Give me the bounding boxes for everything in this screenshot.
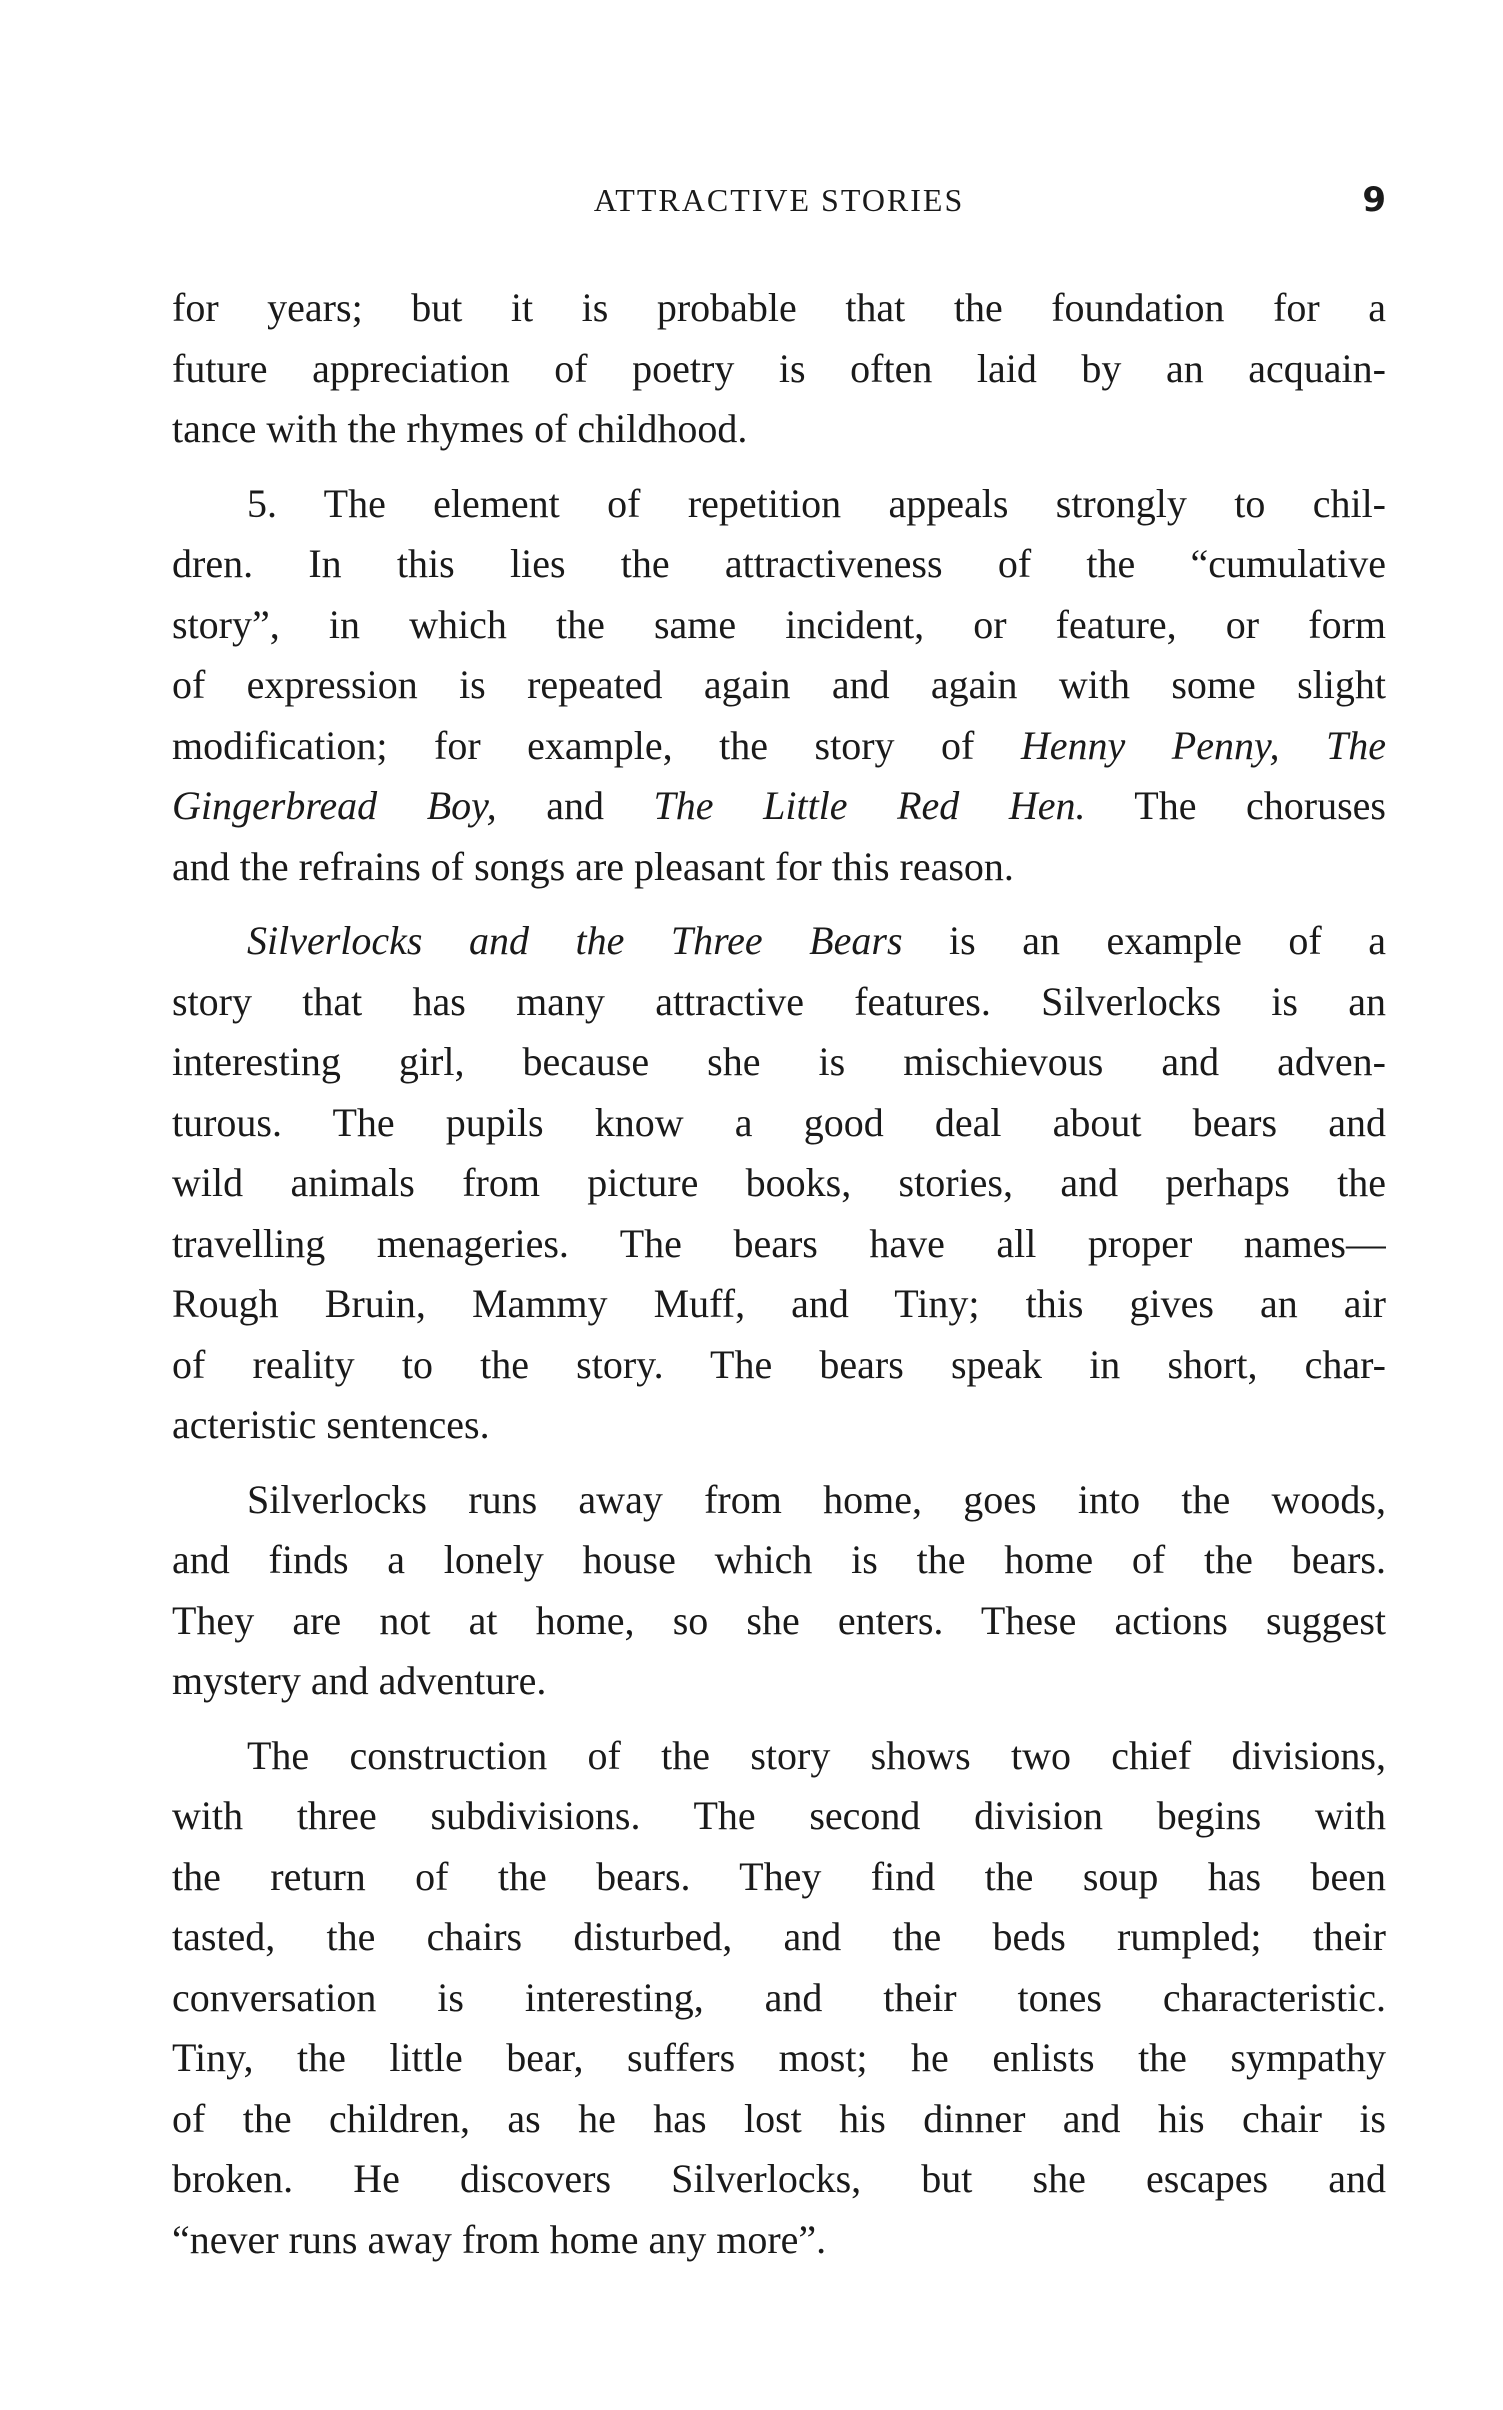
text-line xyxy=(172,1786,1386,1847)
paragraph xyxy=(172,911,1386,1456)
text-line xyxy=(172,1470,1386,1531)
text-segment: interesting girl, because she is mischievous and adven- xyxy=(172,1039,1386,1084)
text-line xyxy=(172,837,1386,898)
text-line xyxy=(172,474,1386,535)
text-line xyxy=(172,1214,1386,1275)
text-segment: is an example of a xyxy=(902,918,1386,963)
text-segment: mystery and adventure. xyxy=(172,1658,547,1703)
text-line xyxy=(172,1907,1386,1968)
italic-text: Henny Penny, The xyxy=(1020,722,1386,768)
text-line xyxy=(172,534,1386,595)
text-line xyxy=(172,2210,1386,2271)
text-line xyxy=(172,2149,1386,2210)
text-line xyxy=(172,2028,1386,2089)
text-segment: The choruses xyxy=(1085,783,1386,828)
text-segment: The construction of the story shows two chief divisions, xyxy=(247,1732,1386,1778)
paragraph xyxy=(172,1470,1386,1712)
italic-text: Silverlocks and the Three Bears xyxy=(247,918,903,963)
text-line xyxy=(172,1651,1386,1712)
text-segment: future appreciation of poetry is often laid by an acquain- xyxy=(172,345,1386,391)
italic-text: Gingerbread Boy, xyxy=(172,783,497,828)
paragraph xyxy=(172,278,1386,460)
text-segment: turous. The pupils know a good deal about bears and xyxy=(172,1099,1386,1145)
text-segment: story that has many attractive features. Silverlocks is an xyxy=(172,978,1386,1024)
text-line xyxy=(172,1591,1386,1652)
text-segment: for years; but it is probable that the foundation for a xyxy=(172,285,1386,330)
text-segment: and the refrains of songs are pleasant for this reason. xyxy=(172,843,1014,889)
text-line xyxy=(172,1153,1386,1214)
paragraph xyxy=(172,474,1386,898)
paragraph xyxy=(172,1726,1386,2271)
text-segment: broken. He discovers Silverlocks, but she escapes and xyxy=(172,2156,1386,2201)
page-body xyxy=(172,278,1386,2284)
text-line xyxy=(172,655,1386,716)
text-segment: modification; for example, the story of xyxy=(172,722,1021,768)
text-segment: acteristic sentences. xyxy=(172,1402,490,1447)
text-segment: of reality to the story. The bears speak in short, char- xyxy=(172,1341,1386,1387)
running-title: ATTRACTIVE STORIES xyxy=(593,182,965,218)
text-segment: tance with the rhymes of childhood. xyxy=(172,406,748,451)
running-header xyxy=(172,176,1386,224)
text-segment: Silverlocks runs away from home, goes into the woods, xyxy=(247,1476,1386,1522)
italic-text: The Little Red Hen. xyxy=(653,783,1086,828)
text-line xyxy=(172,716,1386,777)
text-line xyxy=(172,399,1386,460)
text-segment: travelling menageries. The bears have all proper names— xyxy=(172,1220,1386,1266)
text-segment: conversation is interesting, and their tones characteristic. xyxy=(172,1974,1386,2020)
text-line xyxy=(172,1093,1386,1154)
text-line xyxy=(172,2089,1386,2150)
text-segment: the return of the bears. They find the soup has been xyxy=(172,1853,1386,1899)
text-segment: and xyxy=(496,783,654,828)
text-segment: of the children, as he has lost his dinner and his chair is xyxy=(172,2095,1386,2141)
text-line xyxy=(172,776,1386,837)
text-line xyxy=(172,1847,1386,1908)
text-line xyxy=(172,1968,1386,2029)
text-line xyxy=(172,595,1386,656)
text-segment: tasted, the chairs disturbed, and the beds rumpled; their xyxy=(172,1914,1386,1959)
text-segment: “never runs away from home any more”. xyxy=(172,2216,827,2262)
text-segment: of expression is repeated again and again with some slight xyxy=(172,662,1386,707)
text-segment: and finds a lonely house which is the home of the bears. xyxy=(172,1537,1386,1582)
page-number: 9 xyxy=(1362,180,1386,220)
text-segment: Rough Bruin, Mammy Muff, and Tiny; this gives an air xyxy=(172,1281,1386,1326)
text-line xyxy=(172,1335,1386,1396)
text-segment: dren. In this lies the attractiveness of the “cumulative xyxy=(172,541,1386,586)
text-line xyxy=(172,339,1386,400)
text-segment: with three subdivisions. The second division begins with xyxy=(172,1793,1386,1838)
text-segment: story”, in which the same incident, or feature, or form xyxy=(172,601,1386,647)
text-line xyxy=(172,1530,1386,1591)
text-line xyxy=(172,278,1386,339)
text-segment: wild animals from picture books, stories, and perhaps the xyxy=(172,1160,1386,1205)
text-line xyxy=(172,911,1386,972)
text-segment: They are not at home, so she enters. These actions suggest xyxy=(172,1597,1386,1643)
text-line xyxy=(172,1274,1386,1335)
text-segment: Tiny, the little bear, suffers most; he enlists the sympathy xyxy=(172,2035,1386,2080)
text-line xyxy=(172,1395,1386,1456)
text-segment: 5. The element of repetition appeals strongly to chil- xyxy=(247,480,1386,526)
text-line xyxy=(172,1032,1386,1093)
text-line xyxy=(172,1726,1386,1787)
text-line xyxy=(172,972,1386,1033)
